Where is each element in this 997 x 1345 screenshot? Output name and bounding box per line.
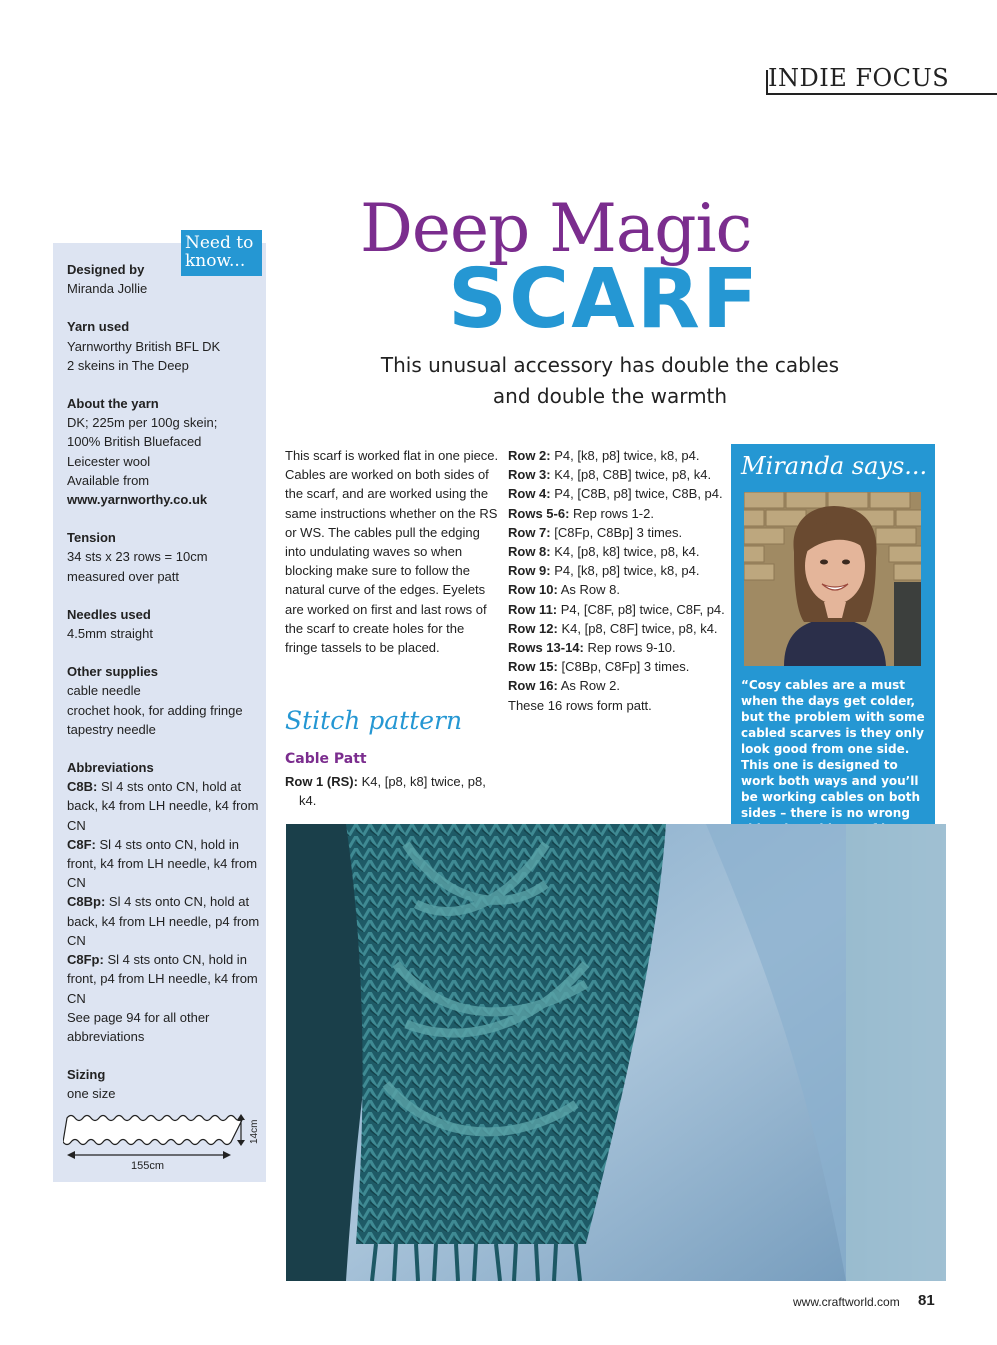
row-text: As Row 8. (560, 582, 620, 598)
row-text: Rep rows 9-10. (587, 640, 676, 656)
section-line: DK; 225m per 100g skein; (67, 415, 218, 431)
other-supplies-section (67, 662, 262, 739)
title-line-1: Deep Magic (360, 190, 752, 267)
section-heading: Sizing (67, 1067, 106, 1083)
pattern-row (508, 619, 728, 638)
designer-portrait (744, 492, 921, 666)
designed-by-section (67, 260, 262, 298)
row-text: P4, [C8F, p8] twice, C8F, p4. (560, 601, 725, 617)
sizing-value: one size (67, 1086, 116, 1102)
scarf-outline (63, 1116, 243, 1145)
width-label: 155cm (131, 1160, 165, 1172)
section-line: 34 sts x 23 rows = 10cm (67, 549, 208, 565)
pattern-row (508, 676, 728, 695)
row-text: K4, [p8, k8] twice, p8, k4. (554, 544, 700, 560)
tension-section (67, 528, 262, 586)
section-line: crochet hook, for adding fringe (67, 702, 243, 718)
pattern-row (508, 484, 728, 503)
pattern-row (508, 638, 728, 657)
row-text: K4, [p8, k8] twice, p8, k4. (299, 774, 486, 809)
intro-paragraph: This scarf is worked flat in one piece. Cables are worked on both sides of the scarf, and are worked using the same instructions whether on the RS or WS. The cables pull the edging into undulating waves so when blocking make sure to follow the natural curve of the edges. Eyelets are worked on first and last rows of the scarf to create holes for the fringe tassels to be placed. (285, 448, 499, 656)
section-line: Miranda Jollie (67, 281, 148, 297)
abbreviation-text: Sl 4 sts onto CN, hold in front, p4 from LH needle, k4 from CN (67, 952, 258, 1006)
abbreviation-text: Sl 4 sts onto CN, hold at back, k4 from LH needle, p4 from CN (67, 894, 260, 948)
abbreviation-item (67, 835, 262, 893)
abbreviation-code: C8B: (67, 779, 98, 795)
section-line: tapestry needle (67, 721, 156, 737)
row-label: Row 9: (508, 563, 551, 579)
section-heading: Yarn used (67, 319, 130, 335)
pattern-closing: These 16 rows form patt. (508, 697, 652, 713)
pattern-row (508, 657, 728, 676)
row-label: Row 3: (508, 467, 551, 483)
section-line: Yarnworthy British BFL DK (67, 338, 221, 354)
pattern-row (285, 772, 495, 810)
subtitle: This unusual accessory has double the cables and double the warmth (380, 353, 840, 408)
pattern-row (508, 542, 728, 561)
about-yarn-section (67, 394, 262, 509)
abbreviation-code: C8Fp: (67, 952, 104, 968)
cable-patt-heading: Cable Patt (285, 751, 367, 767)
abbreviation-text: Sl 4 sts onto CN, hold at back, k4 from LH needle, k4 from CN (67, 779, 259, 833)
row-text: Rep rows 1-2. (573, 505, 654, 521)
row-text: K4, [p8, C8B] twice, p8, k4. (554, 467, 712, 483)
row-label: Row 8: (508, 544, 551, 560)
row-label: Rows 13-14: (508, 640, 584, 656)
title-line-2: SCARF (448, 252, 760, 347)
row-label: Row 11: (508, 601, 558, 617)
section-line: 100% British Bluefaced (67, 434, 202, 450)
scarf-size-diagram (63, 1110, 263, 1180)
section-label: INDIE FOCUS (768, 64, 950, 92)
section-line: measured over patt (67, 568, 180, 584)
section-heading: Abbreviations (67, 760, 154, 776)
row-label: Row 15: (508, 659, 558, 675)
abbreviation-item (67, 892, 262, 950)
sidebar-content (67, 260, 262, 1104)
section-heading: Tension (67, 530, 116, 546)
row-text: As Row 2. (560, 678, 620, 694)
abbreviation-item (67, 777, 262, 835)
pattern-row (508, 580, 728, 599)
pattern-row (508, 561, 728, 580)
abbreviation-text: Sl 4 sts onto CN, hold in front, k4 from LH needle, k4 from CN (67, 836, 258, 891)
pattern-rows-col-1 (285, 772, 495, 810)
row-label: Rows 5-6: (508, 505, 570, 521)
section-line: Available from (67, 472, 150, 488)
section-heading: Designed by (67, 262, 145, 277)
section-line: 2 skeins in The Deep (67, 357, 189, 373)
row-label: Row 4: (508, 486, 551, 502)
header-rule (766, 93, 997, 95)
height-label: 14cm (249, 1119, 260, 1144)
pattern-row (508, 446, 728, 465)
section-heading: Other supplies (67, 664, 159, 680)
pattern-row (508, 523, 728, 542)
abbreviations-note: See page 94 for all other abbreviations (67, 1009, 210, 1044)
needles-section (67, 605, 262, 643)
row-text: [C8Bp, C8Fp] 3 times. (561, 659, 690, 675)
section-heading: Needles used (67, 606, 151, 622)
abbreviation-code: C8Bp: (67, 894, 106, 910)
section-line: Leicester wool (67, 453, 151, 469)
row-text: P4, [k8, p8] twice, k8, p4. (554, 563, 700, 579)
pattern-row (508, 465, 728, 484)
page-number: 81 (918, 1292, 935, 1309)
need-to-know-badge: Need to know... (181, 230, 262, 276)
row-label: Row 16: (508, 678, 558, 694)
section-line: 4.5mm straight (67, 626, 153, 642)
stitch-pattern-heading: Stitch pattern (285, 706, 463, 735)
pattern-rows-col-2 (508, 446, 728, 715)
row-text: P4, [C8B, p8] twice, C8B, p4. (554, 486, 723, 502)
scarf-photo (286, 824, 946, 1281)
pattern-row (508, 504, 728, 523)
section-heading: About the yarn (67, 396, 159, 412)
yarn-website-link[interactable]: www.yarnworthy.co.uk (67, 492, 208, 508)
row-text: K4, [p8, C8F] twice, p8, k4. (561, 620, 718, 636)
row-label: Row 10: (508, 582, 558, 598)
pattern-row (508, 600, 728, 619)
yarn-used-section (67, 317, 262, 375)
sizing-section (67, 1065, 262, 1103)
designer-quote-title: Miranda says... (741, 452, 928, 480)
footer-url[interactable]: www.craftworld.com (793, 1295, 900, 1309)
row-label: Row 2: (508, 448, 551, 463)
row-label: Row 12: (508, 620, 558, 636)
abbreviations-section (67, 758, 262, 1046)
row-text: P4, [k8, p8] twice, k8, p4. (554, 448, 700, 463)
header-rule-tick (766, 70, 768, 95)
row-label: Row 1 (RS): (285, 774, 358, 789)
designer-quote-text: “Cosy cables are a must when the days get colder, but the problem with some cabled scarves is they only look good from one side. This one is designed to work both ways and you’ll be working cables on both sides – there is no wrong (741, 678, 925, 820)
section-line: cable needle (67, 683, 141, 699)
row-text: [C8Fp, C8Bp] 3 times. (554, 524, 683, 540)
abbreviation-item (67, 950, 262, 1008)
abbreviation-code: C8F: (67, 836, 96, 852)
row-label: Row 7: (508, 524, 551, 540)
